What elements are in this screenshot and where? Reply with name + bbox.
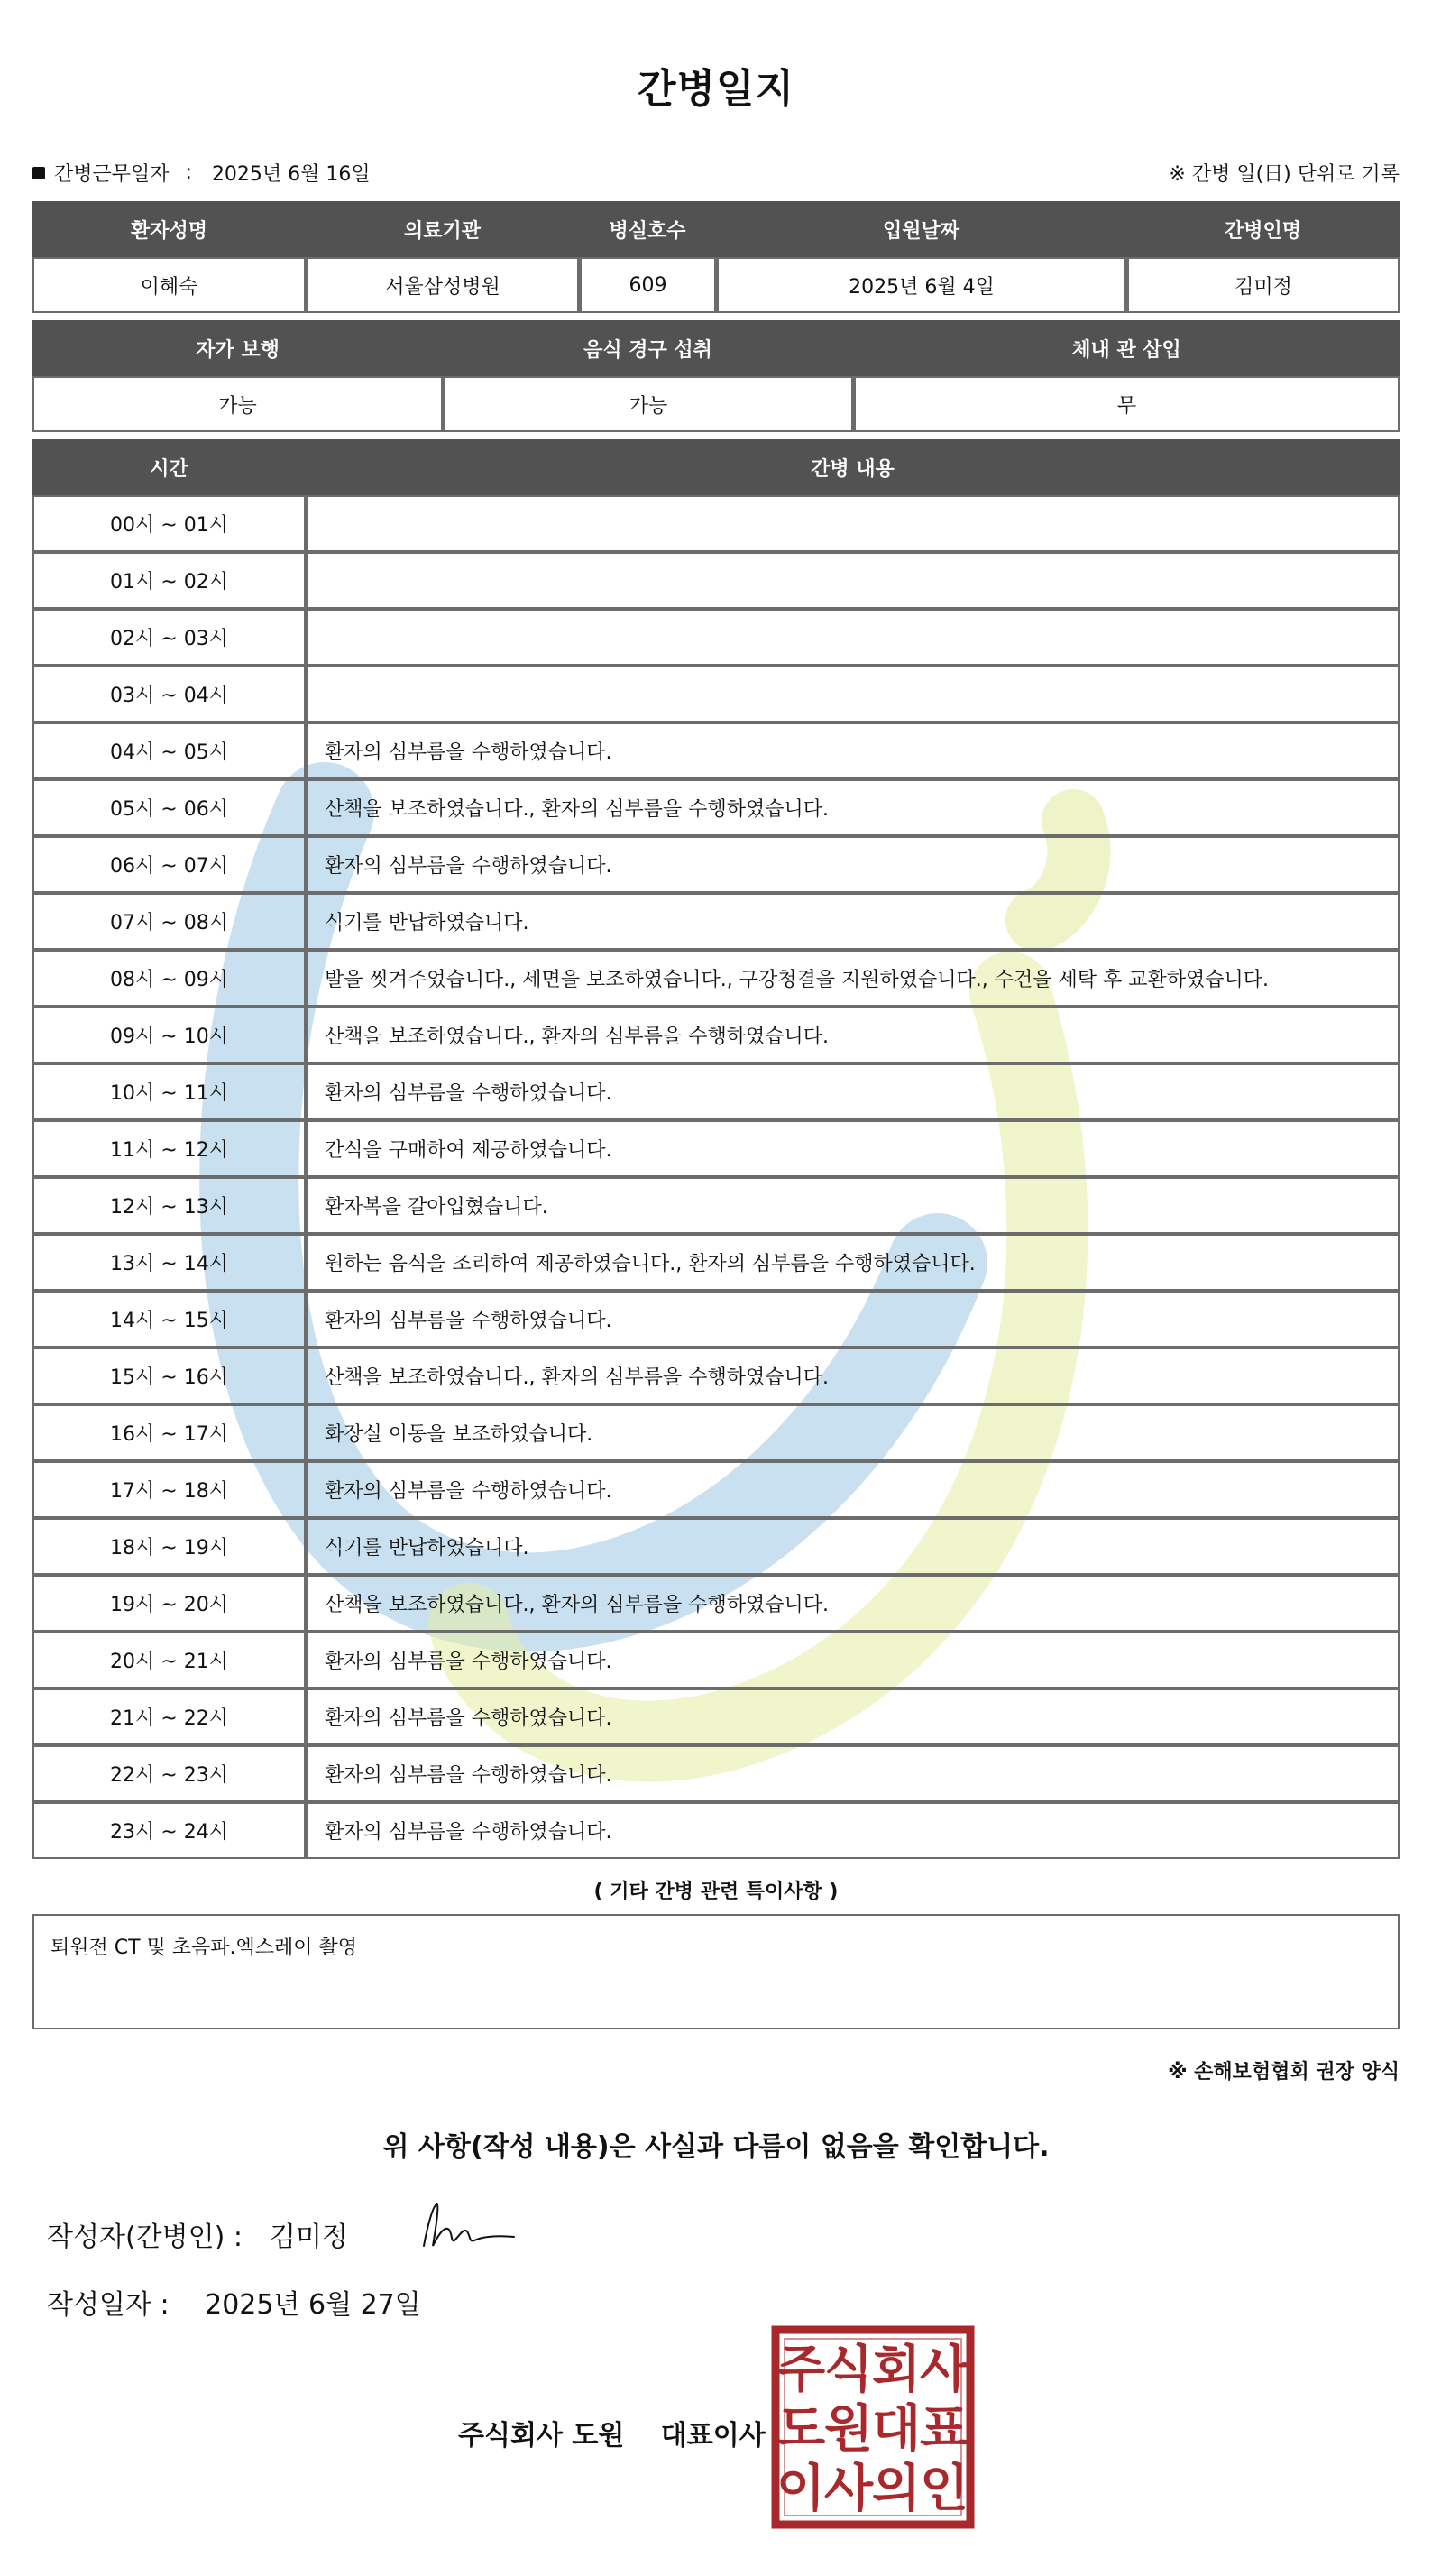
col-header-admission-date: 입원날짜 <box>716 201 1126 257</box>
seal-character: 대 <box>871 2400 922 2459</box>
care-log-time: 04시 ~ 05시 <box>32 722 306 779</box>
company-name: 주식회사 도원 <box>458 2420 625 2452</box>
care-log-time: 11시 ~ 12시 <box>32 1120 306 1177</box>
care-log-content: 산책을 보조하였습니다., 환자의 심부름을 수행하였습니다. <box>306 779 1400 836</box>
writer-name: 김미정 <box>269 2222 348 2253</box>
care-log-content: 환자의 심부름을 수행하였습니다. <box>306 1688 1400 1745</box>
care-log-time: 05시 ~ 06시 <box>32 779 306 836</box>
col-header-time: 시간 <box>32 439 306 495</box>
care-log-time: 13시 ~ 14시 <box>32 1234 306 1291</box>
care-log-row <box>32 1063 1400 1120</box>
square-bullet-icon <box>32 167 45 179</box>
care-log-row <box>32 1632 1400 1688</box>
care-log-time: 18시 ~ 19시 <box>32 1518 306 1575</box>
col-header-hospital: 의료기관 <box>306 201 579 257</box>
care-log-content: 환자의 심부름을 수행하였습니다. <box>306 722 1400 779</box>
care-log-row <box>32 950 1400 1007</box>
care-log-row <box>32 1518 1400 1575</box>
company-seal-stamp <box>771 2325 975 2529</box>
care-log-row <box>32 1575 1400 1632</box>
self-walking-value: 가능 <box>32 376 443 432</box>
care-log-time: 08시 ~ 09시 <box>32 950 306 1007</box>
col-header-room: 병실호수 <box>579 201 716 257</box>
admission-date: 2025년 6월 4일 <box>716 257 1126 313</box>
patient-name: 이혜숙 <box>32 257 306 313</box>
seal-character: 회 <box>871 2341 922 2399</box>
confirmation-statement: 위 사항(작성 내용)은 사실과 다름이 없음을 확인합니다. <box>382 2131 1050 2163</box>
care-log-row <box>32 1177 1400 1234</box>
handwritten-signature <box>415 2199 523 2253</box>
care-log-row <box>32 722 1400 779</box>
status-value-row <box>32 376 1400 432</box>
care-log-row <box>32 495 1400 552</box>
care-log-time: 17시 ~ 18시 <box>32 1461 306 1518</box>
seal-character: 인 <box>919 2460 969 2518</box>
care-log-content: 환자의 심부름을 수행하였습니다. <box>306 1802 1400 1859</box>
col-header-care-content: 간병 내용 <box>306 439 1400 495</box>
care-log-time: 01시 ~ 02시 <box>32 552 306 609</box>
care-log-content: 환자의 심부름을 수행하였습니다. <box>306 1291 1400 1348</box>
care-log-content: 화장실 이동을 보조하였습니다. <box>306 1404 1400 1461</box>
care-log-time: 06시 ~ 07시 <box>32 836 306 893</box>
care-date-colon: : <box>185 161 192 184</box>
care-log-content: 환자복을 갈아입혔습니다. <box>306 1177 1400 1234</box>
care-log-body <box>32 495 1400 1859</box>
special-notes-title: ( 기타 간병 관련 특이사항 ) <box>593 1881 839 1903</box>
seal-character: 도 <box>776 2400 826 2459</box>
care-log-time: 03시 ~ 04시 <box>32 666 306 722</box>
care-log-content: 발을 씻겨주었습니다., 세면을 보조하였습니다., 구강청결을 지원하였습니다., 수건을 세탁 후 교환하였습니다. <box>306 950 1400 1007</box>
care-log-time: 15시 ~ 16시 <box>32 1348 306 1404</box>
written-date-value: 2025년 6월 27일 <box>205 2289 421 2321</box>
care-log-time: 22시 ~ 23시 <box>32 1745 306 1802</box>
care-log-content: 환자의 심부름을 수행하였습니다. <box>306 1632 1400 1688</box>
company-line <box>458 2413 766 2452</box>
care-log-row <box>32 609 1400 666</box>
col-header-tube-insertion: 체내 관 삽입 <box>853 320 1400 376</box>
page-title: 간병일지 <box>637 66 794 112</box>
care-log-row <box>32 1688 1400 1745</box>
col-header-caregiver: 간병인명 <box>1126 201 1400 257</box>
care-log-row <box>32 893 1400 950</box>
col-header-self-walking: 자가 보행 <box>32 320 443 376</box>
care-log-row <box>32 1461 1400 1518</box>
special-notes-box: 퇴원전 CT 및 초음파.엑스레이 촬영 <box>32 1914 1400 2029</box>
patient-info-table <box>32 201 1400 313</box>
care-log-content <box>306 666 1400 722</box>
seal-character: 이 <box>776 2460 826 2518</box>
care-log-content <box>306 609 1400 666</box>
care-date-value: 2025년 6월 16일 <box>211 163 371 186</box>
care-log-content: 산책을 보조하였습니다., 환자의 심부름을 수행하였습니다. <box>306 1575 1400 1632</box>
care-log-content: 식기를 반납하였습니다. <box>306 1518 1400 1575</box>
care-log-time: 19시 ~ 20시 <box>32 1575 306 1632</box>
care-log-row <box>32 1348 1400 1404</box>
care-log-row <box>32 779 1400 836</box>
care-log-table <box>32 439 1400 1859</box>
care-log-content: 환자의 심부름을 수행하였습니다. <box>306 1063 1400 1120</box>
room-number: 609 <box>579 257 716 313</box>
care-log-row <box>32 1404 1400 1461</box>
company-rep-title: 대표이사 <box>660 2420 766 2452</box>
seal-character: 주 <box>776 2341 826 2399</box>
care-log-content: 원하는 음식을 조리하여 제공하였습니다., 환자의 심부름을 수행하였습니다. <box>306 1234 1400 1291</box>
care-log-row <box>32 1007 1400 1063</box>
care-log-time: 21시 ~ 22시 <box>32 1688 306 1745</box>
care-log-row <box>32 1120 1400 1177</box>
seal-character: 식 <box>823 2341 874 2399</box>
written-date-label: 작성일자 : <box>47 2289 170 2321</box>
care-log-content: 식기를 반납하였습니다. <box>306 893 1400 950</box>
care-log-time: 16시 ~ 17시 <box>32 1404 306 1461</box>
seal-character: 의 <box>871 2460 922 2518</box>
association-note: ※ 손해보험협회 권장 양식 <box>1168 2061 1400 2084</box>
seal-character: 원 <box>823 2400 874 2459</box>
care-log-header-row <box>32 439 1400 495</box>
col-header-oral-intake: 음식 경구 섭취 <box>443 320 853 376</box>
care-log-content: 환자의 심부름을 수행하였습니다. <box>306 1745 1400 1802</box>
caregiver-name: 김미정 <box>1126 257 1400 313</box>
care-log-content <box>306 552 1400 609</box>
seal-character: 사 <box>919 2341 969 2399</box>
care-log-time: 09시 ~ 10시 <box>32 1007 306 1063</box>
patient-info-header-row <box>32 201 1400 257</box>
unit-note: ※ 간병 일(日) 단위로 기록 <box>1169 163 1400 186</box>
care-log-content: 환자의 심부름을 수행하였습니다. <box>306 1461 1400 1518</box>
care-log-row <box>32 836 1400 893</box>
written-date-line <box>47 2282 421 2322</box>
care-log-content: 산책을 보조하였습니다., 환자의 심부름을 수행하였습니다. <box>306 1348 1400 1404</box>
hospital-name: 서울삼성병원 <box>306 257 579 313</box>
care-log-content: 환자의 심부름을 수행하였습니다. <box>306 836 1400 893</box>
oral-intake-value: 가능 <box>443 376 853 432</box>
care-log-time: 10시 ~ 11시 <box>32 1063 306 1120</box>
care-log-time: 23시 ~ 24시 <box>32 1802 306 1859</box>
tube-insertion-value: 무 <box>853 376 1400 432</box>
care-log-row <box>32 666 1400 722</box>
care-log-row <box>32 1291 1400 1348</box>
seal-character: 사 <box>823 2460 874 2518</box>
care-log-time: 02시 ~ 03시 <box>32 609 306 666</box>
care-date-label: 간병근무일자 <box>54 163 170 186</box>
care-log-time: 14시 ~ 15시 <box>32 1291 306 1348</box>
care-date-line <box>32 159 371 187</box>
care-log-row <box>32 1745 1400 1802</box>
care-log-row <box>32 1234 1400 1291</box>
care-log-content: 산책을 보조하였습니다., 환자의 심부름을 수행하였습니다. <box>306 1007 1400 1063</box>
care-log-time: 07시 ~ 08시 <box>32 893 306 950</box>
care-log-time: 12시 ~ 13시 <box>32 1177 306 1234</box>
status-header-row <box>32 320 1400 376</box>
care-log-time: 00시 ~ 01시 <box>32 495 306 552</box>
seal-character: 표 <box>919 2400 969 2459</box>
col-header-patient-name: 환자성명 <box>32 201 306 257</box>
care-log-row <box>32 552 1400 609</box>
care-log-content: 간식을 구매하여 제공하였습니다. <box>306 1120 1400 1177</box>
patient-info-value-row <box>32 257 1400 313</box>
care-log-row <box>32 1802 1400 1859</box>
care-log-time: 20시 ~ 21시 <box>32 1632 306 1688</box>
writer-line <box>47 2214 348 2254</box>
patient-status-table <box>32 320 1400 432</box>
care-log-content <box>306 495 1400 552</box>
writer-label: 작성자(간병인) : <box>47 2222 243 2253</box>
